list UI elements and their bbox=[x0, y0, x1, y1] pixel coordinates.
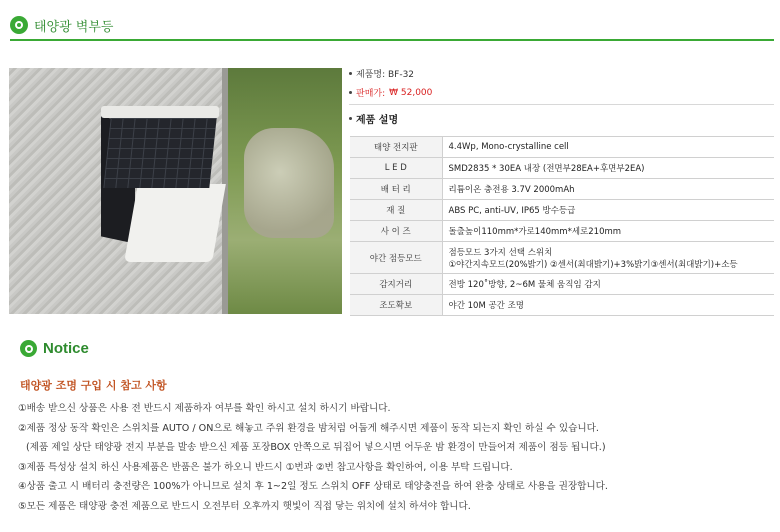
product-info bbox=[349, 64, 774, 129]
table-row bbox=[350, 221, 774, 242]
table-row bbox=[350, 179, 774, 200]
guide-title: 태양광 조명 구입 시 참고 사항 bbox=[20, 379, 167, 392]
price-value: ₩ 52,000 bbox=[389, 87, 433, 98]
spec-table bbox=[350, 136, 774, 316]
model-label: 제품명: BF-32 bbox=[356, 70, 415, 80]
list-item: ⑤모든 제품은 태양광 충전 제품으로 반드시 오전부터 오후까지 햇빛이 직접 닿는 위치에 설치 하셔야 합니다. bbox=[18, 500, 471, 512]
bullet-icon bbox=[349, 117, 352, 120]
spec-value-cell bbox=[442, 242, 774, 274]
lamp-top bbox=[101, 106, 219, 118]
table-row bbox=[350, 200, 774, 221]
spec-value: 야간 10M 공간 조명 bbox=[442, 295, 774, 316]
spec-key: 사 이 즈 bbox=[350, 221, 442, 242]
spec-value: SMD2835 * 30EA 내장 (전면부28EA+후면부2EA) bbox=[442, 158, 774, 179]
spec-value: ABS PC, anti-UV, IP65 방수등급 bbox=[442, 200, 774, 221]
spec-value-detail: ①야간지속모드(20%밝기) ②센서(최대밝기)+3%밝기③센서(최대밝기)+소등 bbox=[448, 259, 738, 270]
header-divider bbox=[10, 39, 774, 41]
table-row bbox=[350, 137, 774, 158]
lamp-solar-panel bbox=[103, 118, 216, 188]
bullet-icon bbox=[349, 72, 352, 75]
guide-list bbox=[18, 399, 774, 516]
lamp-front bbox=[124, 184, 226, 262]
list-item: ②제품 정상 동작 확인은 스위치를 AUTO / ON으로 해놓고 주위 환경을 밤처럼 어둡게 해주시면 제품이 동작 되는지 확인 하실 수 있습니다. bbox=[18, 422, 599, 434]
section-title-text: 제품 설명 bbox=[356, 114, 399, 126]
spec-key: L E D bbox=[350, 158, 442, 179]
spec-key: 조도확보 bbox=[350, 295, 442, 316]
spec-key: 감지거리 bbox=[350, 274, 442, 295]
list-item: (제품 제일 상단 태양광 전지 부분을 발송 받으신 제품 포장BOX 안쪽으로 뒤집어 넣으시면 어두운 밤 환경이 만들어져 제품이 점등 됩니다.) bbox=[26, 442, 606, 453]
table-row bbox=[350, 274, 774, 295]
product-photo bbox=[9, 68, 342, 314]
price-line bbox=[349, 83, 774, 102]
model-line bbox=[349, 64, 774, 83]
spec-value: 4.4Wp, Mono-crystalline cell bbox=[442, 137, 774, 158]
spec-key: 태양 전지판 bbox=[350, 137, 442, 158]
flower-icon bbox=[10, 16, 28, 34]
spec-value: 전방 120˚방향, 2~6M 물체 움직임 감지 bbox=[442, 274, 774, 295]
page-header bbox=[10, 14, 113, 36]
notice-header bbox=[20, 340, 89, 357]
bullet-icon bbox=[349, 91, 352, 94]
list-item: ④상품 출고 시 배터리 충전량은 100%가 아니므로 설치 후 1~2일 정도 스위치 OFF 상태로 태양충전을 하여 완충 상태로 사용을 권장합니다. bbox=[18, 481, 608, 492]
price-label: 판매가: bbox=[356, 89, 386, 99]
info-divider bbox=[349, 104, 774, 105]
list-item: ③제품 특성상 설치 하신 사용제품은 반품은 불가 하오니 반드시 ①번과 ②번 참고사항을 확인하여, 이용 부탁 드립니다. bbox=[18, 461, 513, 473]
table-row bbox=[350, 242, 774, 274]
spec-value: 점등모드 3가지 선택 스위치 bbox=[448, 247, 553, 258]
spec-key: 야간 점등모드 bbox=[350, 242, 442, 274]
photo-stone bbox=[244, 128, 334, 238]
spec-value: 리튬이온 충전용 3.7V 2000mAh bbox=[442, 179, 774, 200]
table-row bbox=[350, 295, 774, 316]
page-title: 태양광 벽부등 bbox=[34, 19, 114, 35]
spec-key: 재 질 bbox=[350, 200, 442, 221]
solar-lamp bbox=[101, 106, 219, 256]
flower-icon bbox=[20, 340, 37, 357]
spec-key: 배 터 리 bbox=[350, 179, 442, 200]
notice-title: Notice bbox=[43, 340, 89, 357]
section-title bbox=[349, 107, 774, 129]
list-item: ①배송 받으신 상품은 사용 전 반드시 제품하자 여부를 확인 하시고 설치 하시기 바랍니다. bbox=[18, 403, 391, 414]
spec-value: 돌출높이110mm*가로140mm*세로210mm bbox=[442, 221, 774, 242]
table-row bbox=[350, 158, 774, 179]
